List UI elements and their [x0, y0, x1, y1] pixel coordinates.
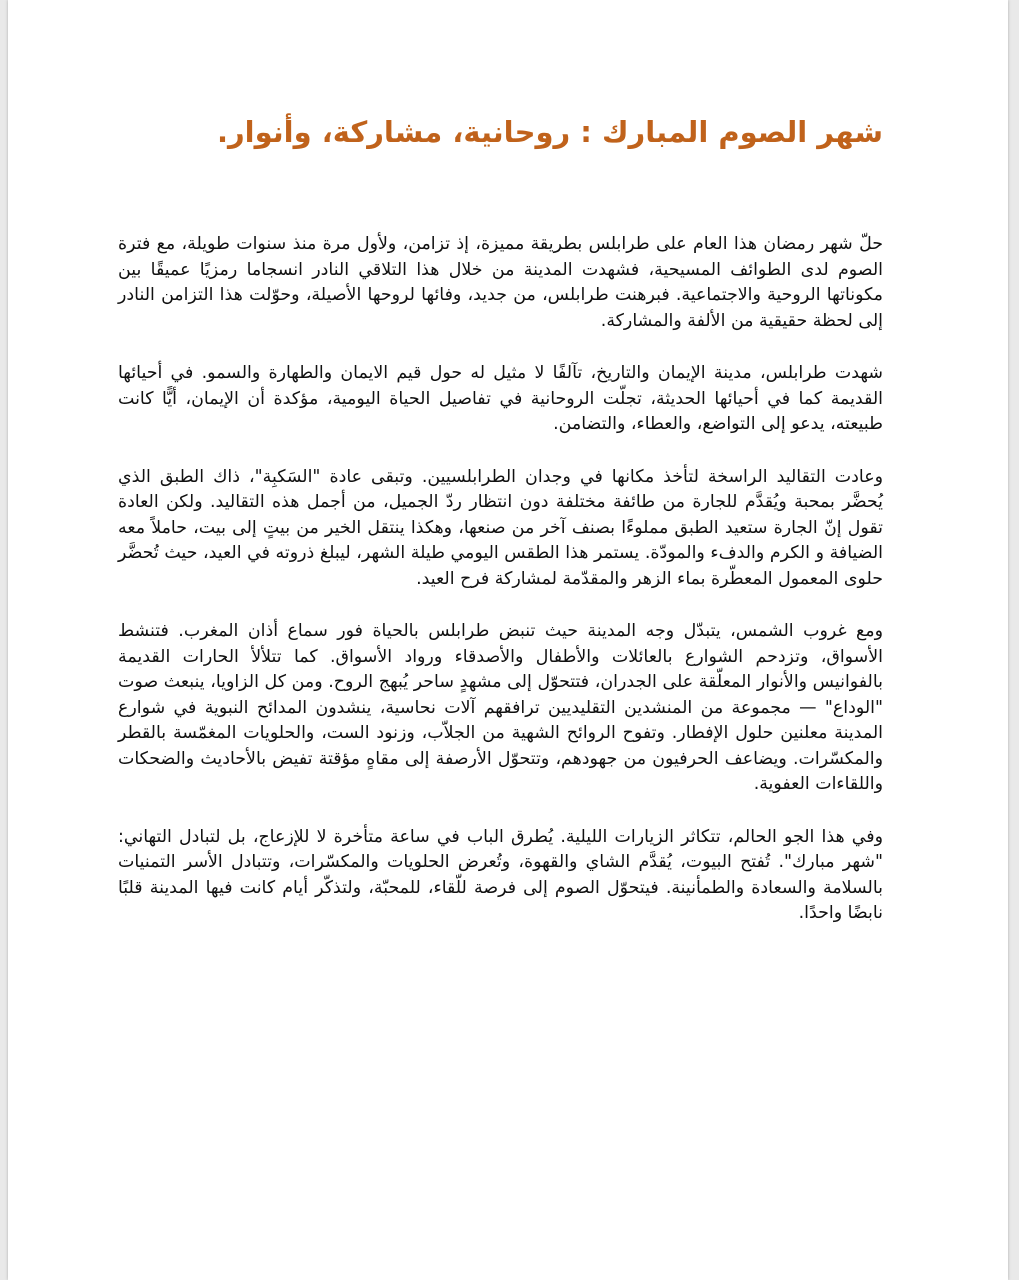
article-title: شهر الصوم المبارك : روحانية، مشاركة، وأنوار.: [216, 115, 883, 149]
document-page: [8, 0, 1008, 1280]
article-paragraph-4: ومع غروب الشمس، يتبدّل وجه المدينة حيث تنبض طرابلس بالحياة فور سماع أذان المغرب. فتنشط الأسواق، وتزدحم الشوارع بالعائلات والأطفال والأصدقاء ورواد الأسواق. كما تتلألأ الحارات القديمة بالفوانيس والأنوار المعلّقة على الجدران، فتتحوّل إلى مشهدٍ ساحر يُبهج الروح. ومن كل الزاويا، ينبعث صوت "الوداع" — مجموعة من المنشدين التقليديين ترافقهم آلات نحاسية، ينشدون المدائح النبوية في شوارع المدينة معلنين حلول الإفطار. وتفوح الروائح الشهية من الجلاّب، وزنود الست، والحلويات المغمّسة بالقطر والمكسّرات. ويضاعف الحرفيون من جهودهم، وتتحوّل الأرصفة إلى مقاهٍ مؤقتة تفيض بالأحاديث والضحكات واللقاءات العفوية.: [118, 621, 883, 794]
article-paragraph-1: حلّ شهر رمضان هذا العام على طرابلس بطريقة مميزة، إذ تزامن، ولأول مرة منذ سنوات طويلة، مع فترة الصوم لدى الطوائف المسيحية، فشهدت المدينة من خلال هذا التلاقي النادر انسجاما رمزيًا عميقًا بين مكوناتها الروحية والاجتماعية. فبرهنت طرابلس، من جديد، وفائها لروحها الأصيلة، وحوّلت هذا التزامن النادر إلى لحظة حقيقية من الألفة والمشاركة.: [118, 234, 883, 331]
article-paragraph-5: وفي هذا الجو الحالم، تتكاثر الزيارات الليلية. يُطرق الباب في ساعة متأخرة لا للإزعاج، بل لتبادل التهاني: "شهر مبارك". تُفتح البيوت، يُقدَّم الشاي والقهوة، وتُعرض الحلويات والمكسّرات، وتتبادل الأسر التمنيات بالسلامة والسعادة والطمأنينة. فيتحوّل الصوم إلى فرصة للّقاء، للمحبّة، ولتذكّر أيام كانت فيها المدينة قلبًا نابضًا واحدًا.: [118, 826, 883, 923]
article-paragraph-3: وعادت التقاليد الراسخة لتأخذ مكانها في وجدان الطرابلسيين. وتبقى عادة "السَكبِة"، ذاك الطبق الذي يُحضَّر بمحبة ويُقدَّم للجارة من طائفة مختلفة دون انتظار ردّ الجميل، من أجمل هذه التقاليد. ولكن العادة تقول إنّ الجارة ستعيد الطبق مملوءًا بصنف آخر من صنعها، وهكذا ينتقل الخير من بيتٍ إلى بيت، حاملاً معه الضيافة و الكرم والدفء والمودّة. يستمر هذا الطقس اليومي طيلة الشهر، ليبلغ ذروته في العيد، حيث تُحضَّر حلوى المعمول المعطّرة بماء الزهر والمقدّمة لمشاركة فرح العيد.: [118, 466, 883, 589]
article-paragraph-2: شهدت طرابلس، مدينة الإيمان والتاريخ، تآلفًا لا مثيل له حول قيم الايمان والطهارة والسمو. في أحيائها القديمة كما في أحيائها الحديثة، تجلّت الروحانية في تفاصيل الحياة اليومية، مؤكدة أن الإيمان، أيًّا كانت طبيعته، يدعو إلى التواضع، والعطاء، والتضامن.: [118, 363, 883, 434]
article-body: [118, 232, 883, 954]
